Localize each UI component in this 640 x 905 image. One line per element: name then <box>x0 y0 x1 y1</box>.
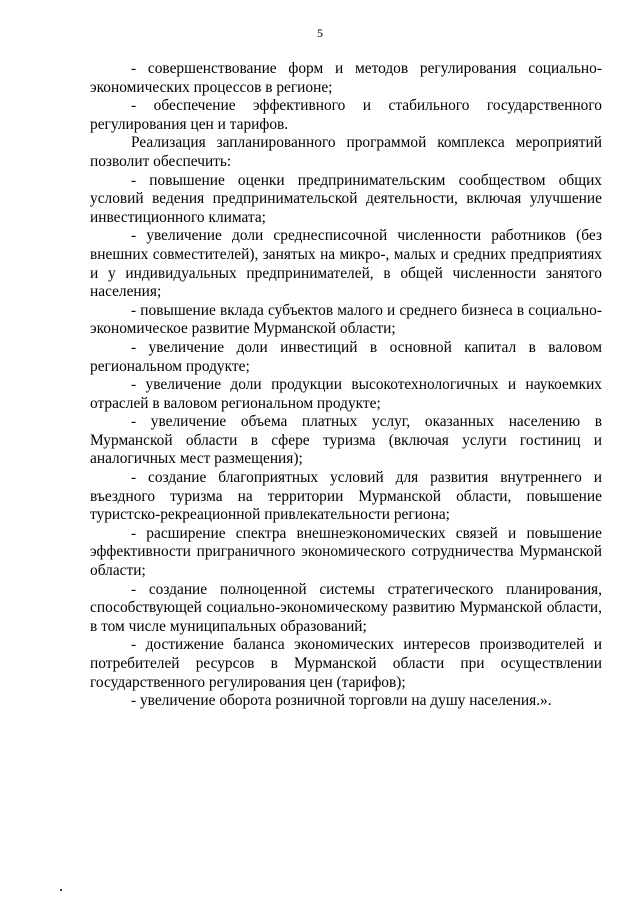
paragraph-retail-turnover: - увеличение оборота розничной торговли на душу населения.». <box>131 692 552 710</box>
paragraph-interest-balance: - достижение баланса экономических интересов производителей и потребителей ресурсов в Мурманской области при осуществлении государственного регулирования цен (тарифов); <box>90 636 602 691</box>
paragraph-employment-share: - увеличение доли среднесписочной численности работников (без внешних совместителей), занятых на микро-, малых и средних предприятиях и у индивидуальных предпринимателей, в общей численности занятого населения; <box>90 227 602 301</box>
paragraph-forms-methods: - совершенствование форм и методов регулирования социально-экономических процессов в регионе; <box>90 60 602 96</box>
paragraph-strategic-planning: - создание полноценной системы стратегического планирования, способствующей социально-экономическому развитию Мурманской области, в том числе муниципальных образований; <box>90 580 602 635</box>
paragraph-price-regulation: - обеспечение эффективного и стабильного государственного регулирования цен и тарифов. <box>90 97 602 133</box>
paragraph-tourism-conditions: - создание благоприятных условий для развития внутреннего и въездного туризма на территории Мурманской области, повышение туристско-рекреационной привлекательности региона; <box>90 469 602 524</box>
paragraph-foreign-economic: - расширение спектра внешнеэкономических связей и повышение эффективности приграничного экономического сотрудничества Мурманской области; <box>90 524 602 580</box>
paragraph-business-assessment: - повышение оценки предпринимательским сообществом общих условий ведения предпринимательской деятельности, включая улучшение инвестиционного климата; <box>90 171 602 226</box>
paragraph-investment-share: - увеличение доли инвестиций в основной капитал в валовом региональном продукте; <box>90 338 602 375</box>
paragraph-program-intro: Реализация запланированного программой комплекса мероприятий позволит обеспечить: <box>90 134 602 170</box>
paragraph-hightech-share: - увеличение доли продукции высокотехнологичных и наукоемких отраслей в валовом региональном продукте; <box>90 376 602 412</box>
paragraph-tourism-services: - увеличение объема платных услуг, оказанных населению в Мурманской области в сфере туризма (включая услуги гостиниц и аналогичных мест размещения); <box>90 413 602 468</box>
document-body <box>90 60 602 711</box>
page-number: 5 <box>317 26 323 40</box>
paragraph-sme-contribution: - повышение вклада субъектов малого и среднего бизнеса в социально-экономическое развитие Мурманской области; <box>90 301 602 338</box>
scan-artifact <box>60 889 62 891</box>
